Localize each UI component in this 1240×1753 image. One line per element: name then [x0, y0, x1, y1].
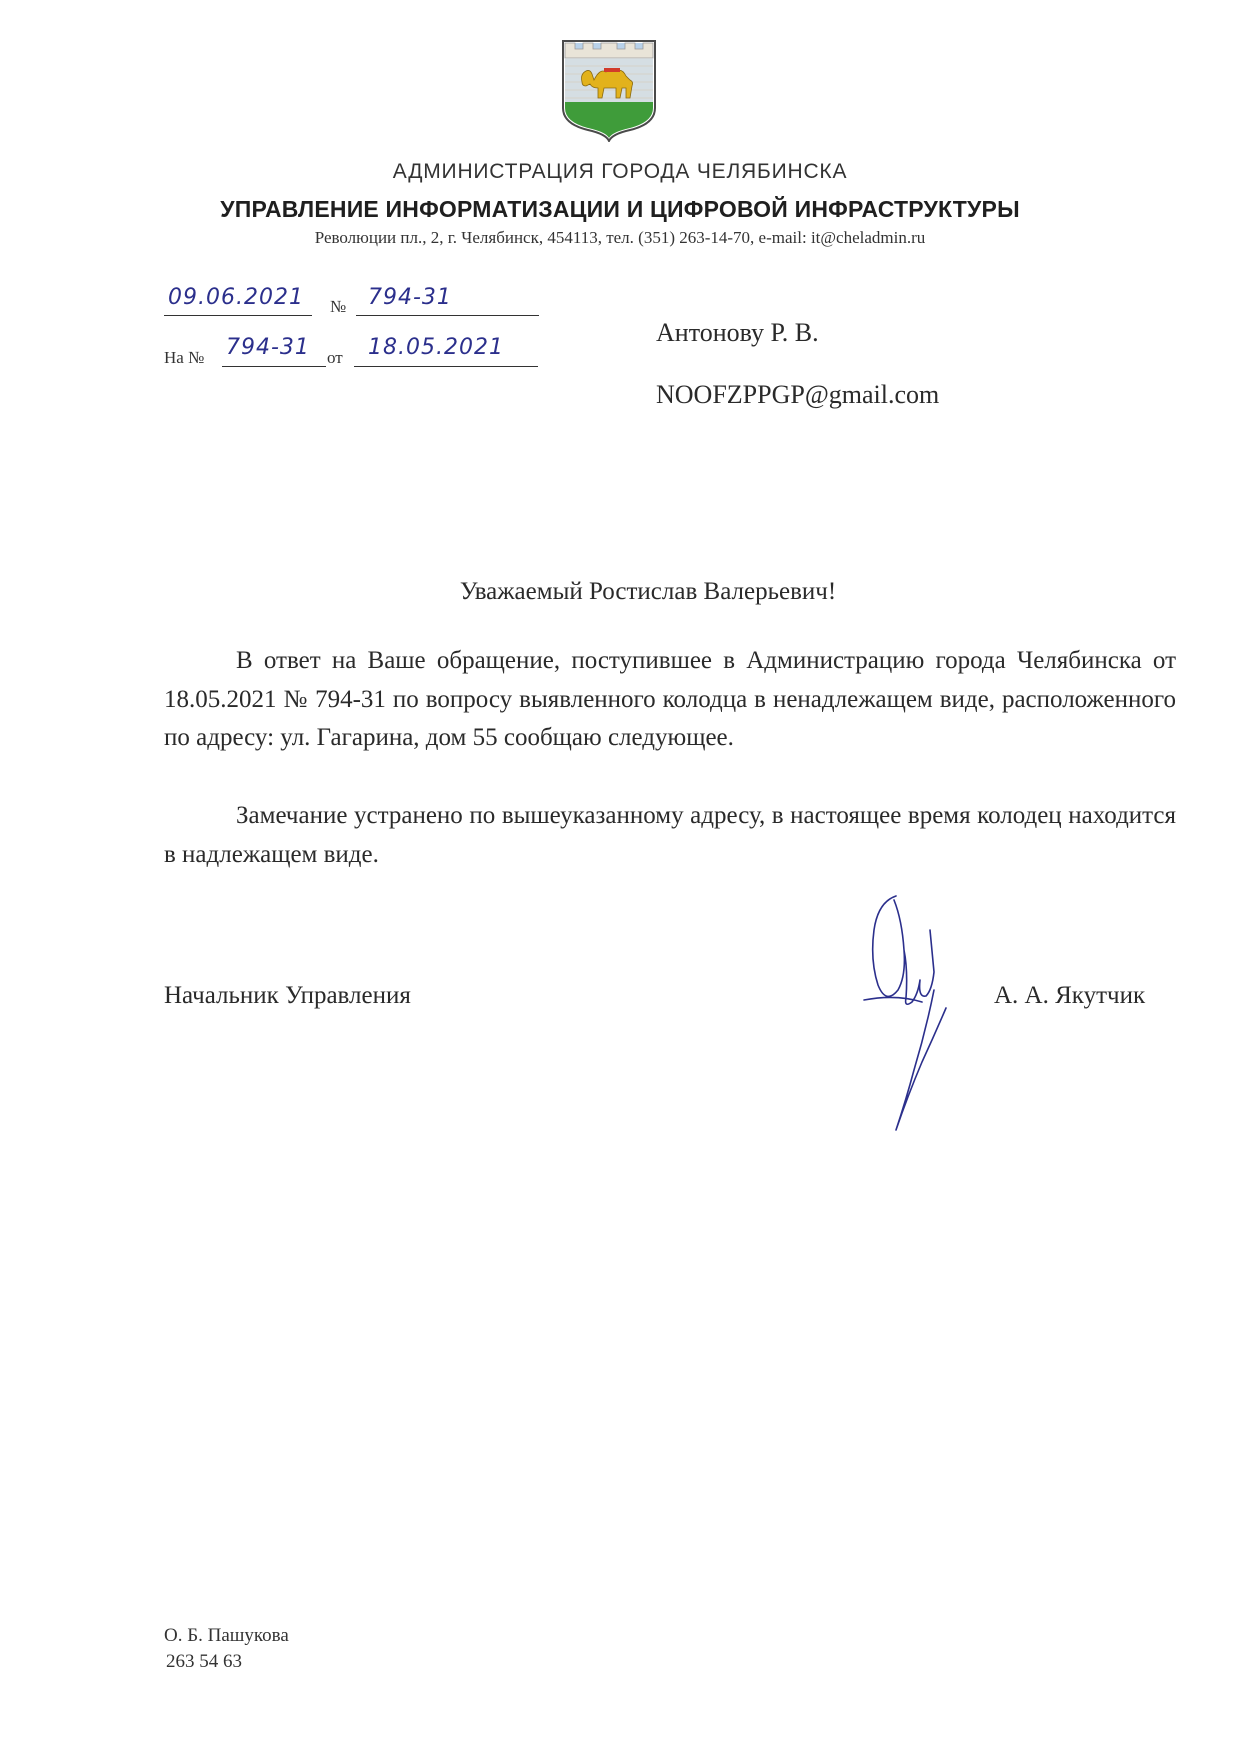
- greeting: Уважаемый Ростислав Валерьевич!: [459, 578, 837, 605]
- reply-date: 18.05.2021: [368, 335, 504, 360]
- outgoing-number-line: [356, 315, 539, 316]
- outgoing-number: 794-31: [368, 285, 452, 310]
- reply-number: 794-31: [226, 335, 310, 360]
- department-contacts: Революции пл., 2, г. Челябинск, 454113, тел. (351) 263-14-70, e-mail: it@cheladmin.ru: [314, 228, 926, 247]
- body-paragraph-2: Замечание устранено по вышеуказанному адресу, в настоящее время колодец находится в надлежащем виде.: [164, 802, 1176, 868]
- outgoing-number-label: №: [330, 297, 347, 316]
- executor-phone: 263 54 63: [166, 1651, 242, 1672]
- administration-title: АДМИНИСТРАЦИЯ ГОРОДА ЧЕЛЯБИНСКА: [392, 160, 848, 183]
- executor-name: О. Б. Пашукова: [164, 1625, 289, 1646]
- outgoing-date: 09.06.2021: [168, 285, 304, 310]
- reply-date-label: от: [327, 348, 343, 367]
- chelyabinsk-coat-of-arms-icon: [560, 38, 658, 142]
- addressee-email: NOOFZPPGP@gmail.com: [656, 380, 940, 409]
- signatory-name: А. А. Якутчик: [994, 982, 1146, 1009]
- addressee-name: Антонову Р. В.: [656, 318, 819, 347]
- reply-date-line: [354, 366, 538, 367]
- signatory-position: Начальник Управления: [164, 982, 411, 1009]
- outgoing-date-line: [164, 315, 312, 316]
- reply-number-line: [222, 366, 326, 367]
- department-title: УПРАВЛЕНИЕ ИНФОРМАТИЗАЦИИ И ЦИФРОВОЙ ИНФРАСТРУКТУРЫ: [220, 196, 1020, 222]
- body-paragraph-1: В ответ на Ваше обращение, поступившее в Администрацию города Челябинска от 18.05.2021 № 794-31 по вопросу выявленного колодца в ненадлежащем виде, расположенного по адресу: ул. Гагарина, дом 55 сообщаю следующее.: [164, 647, 1176, 751]
- handwritten-signature: [856, 890, 966, 1138]
- reply-number-label: На №: [164, 348, 205, 367]
